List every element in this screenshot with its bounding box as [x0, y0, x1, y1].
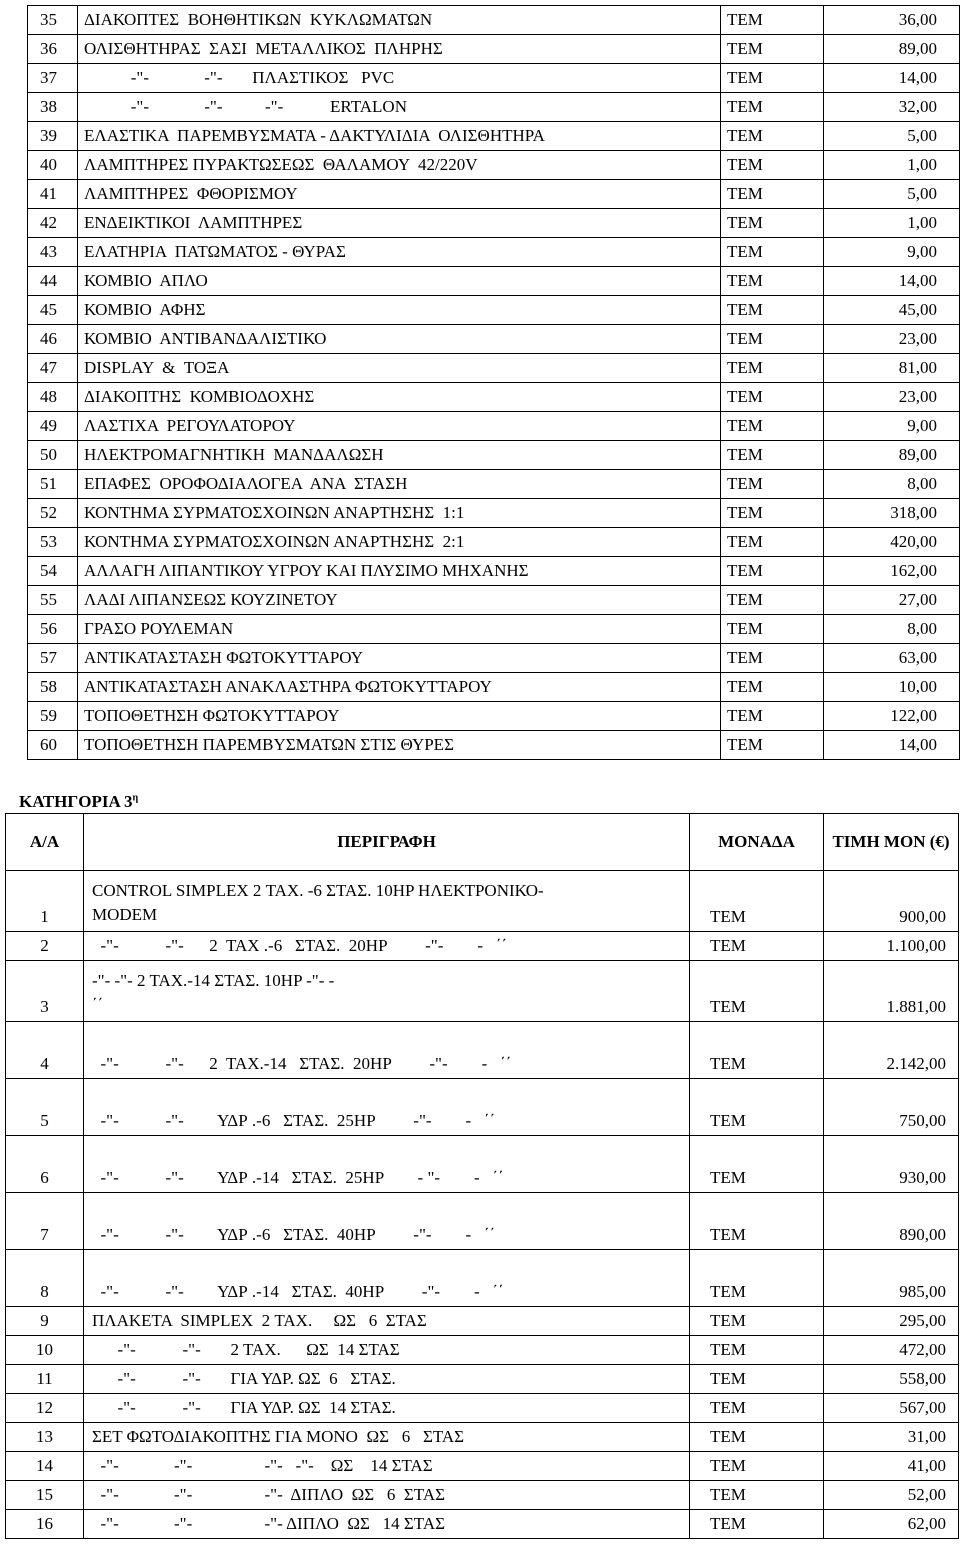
row-unit: ΤΕΜ [721, 557, 824, 586]
row-number: 53 [28, 528, 78, 557]
row-price: 32,00 [824, 93, 960, 122]
row-number: 40 [28, 151, 78, 180]
row-unit: ΤΕΜ [721, 470, 824, 499]
row-unit: ΤΕΜ [721, 412, 824, 441]
row-description: ΕΠΑΦΕΣ ΟΡΟΦΟΔΙΑΛΟΓΕΑ ΑΝΑ ΣΤΑΣΗ [78, 470, 721, 499]
row-price: 558,00 [824, 1365, 959, 1394]
row-price: 1.100,00 [824, 932, 959, 961]
row-number: 39 [28, 122, 78, 151]
header-price [824, 814, 959, 871]
row-description: ΛΑΣΤΙΧΑ ΡΕΓΟΥΛΑΤΟΡΟΥ [78, 412, 721, 441]
row-unit: ΤΕΜ [721, 267, 824, 296]
row-description: ΕΛΑΣΤΙΚΑ ΠΑΡΕΜΒΥΣΜΑΤΑ - ΔΑΚΤΥΛΙΔΙΑ ΟΛΙΣΘΗΤΗΡΑ [78, 122, 721, 151]
table-row [6, 1022, 959, 1079]
table-row [6, 1481, 959, 1510]
price-table-part1-body [28, 6, 960, 760]
row-unit: ΤΕΜ [690, 1481, 824, 1510]
row-price: 23,00 [824, 383, 960, 412]
row-unit: ΤΕΜ [721, 586, 824, 615]
table-row [28, 354, 960, 383]
row-price: 27,00 [824, 586, 960, 615]
row-unit: ΤΕΜ [690, 871, 824, 932]
row-description: ΛΑΜΠΤΗΡΕΣ ΦΘΟΡΙΣΜΟΥ [78, 180, 721, 209]
row-description: ΕΛΑΤΗΡΙΑ ΠΑΤΩΜΑΤΟΣ - ΘΥΡΑΣ [78, 238, 721, 267]
row-unit: ΤΕΜ [690, 1022, 824, 1079]
row-description: -"- -"- ΥΔΡ .-14 ΣΤΑΣ. 40HP -"- - ΄΄ [84, 1250, 690, 1307]
table-row [28, 528, 960, 557]
table-row [28, 151, 960, 180]
row-unit: ΤΕΜ [721, 296, 824, 325]
table-row [28, 64, 960, 93]
row-unit: ΤΕΜ [721, 383, 824, 412]
row-unit: ΤΕΜ [690, 1079, 824, 1136]
table-row [28, 499, 960, 528]
table-row [6, 871, 959, 932]
row-description: ΗΛΕΚΤΡΟΜΑΓΝΗΤΙΚΗ ΜΑΝΔΑΛΩΣΗ [78, 441, 721, 470]
table-row [28, 470, 960, 499]
category-sup: η [132, 792, 139, 804]
row-unit: ΤΕΜ [721, 499, 824, 528]
row-description: ΟΛΙΣΘΗΤΗΡΑΣ ΣΑΣΙ ΜΕΤΑΛΛΙΚΟΣ ΠΛΗΡΗΣ [78, 35, 721, 64]
row-price: 1,00 [824, 151, 960, 180]
row-unit: ΤΕΜ [690, 1193, 824, 1250]
row-price: 318,00 [824, 499, 960, 528]
row-unit: ΤΕΜ [721, 93, 824, 122]
row-unit: ΤΕΜ [721, 325, 824, 354]
row-description: ΤΟΠΟΘΕΤΗΣΗ ΦΩΤΟΚΥΤΤΑΡΟΥ [78, 702, 721, 731]
row-number: 47 [28, 354, 78, 383]
row-number: 12 [6, 1394, 84, 1423]
row-description: -"- -"- ΥΔΡ .-6 ΣΤΑΣ. 40HP -"- - ΄΄ [84, 1193, 690, 1250]
row-description: -"- -"- ΓΙΑ ΥΔΡ. ΩΣ 14 ΣΤΑΣ. [84, 1394, 690, 1423]
table-row [6, 1079, 959, 1136]
row-price: 14,00 [824, 731, 960, 760]
row-unit: ΤΕΜ [721, 6, 824, 35]
row-price: 45,00 [824, 296, 960, 325]
row-price: 5,00 [824, 122, 960, 151]
row-price: 8,00 [824, 470, 960, 499]
row-number: 6 [6, 1136, 84, 1193]
row-number: 44 [28, 267, 78, 296]
row-description: ΔΙΑΚΟΠΤΗΣ ΚΟΜΒΙΟΔΟΧΗΣ [78, 383, 721, 412]
row-unit: ΤΕΜ [690, 1250, 824, 1307]
row-number: 51 [28, 470, 78, 499]
price-table-part1 [27, 5, 960, 760]
table-row [28, 325, 960, 354]
row-price: 31,00 [824, 1423, 959, 1452]
table-row [28, 180, 960, 209]
row-price: 5,00 [824, 180, 960, 209]
table-row [28, 238, 960, 267]
table-row [28, 267, 960, 296]
row-price: 2.142,00 [824, 1022, 959, 1079]
row-unit: ΤΕΜ [721, 64, 824, 93]
table-row [28, 6, 960, 35]
table-row [6, 1394, 959, 1423]
row-number: 13 [6, 1423, 84, 1452]
row-description: -"- -"- -"- ERTALON [78, 93, 721, 122]
row-unit: ΤΕΜ [690, 932, 824, 961]
row-description: -"- -"- ΓΙΑ ΥΔΡ. ΩΣ 6 ΣΤΑΣ. [84, 1365, 690, 1394]
row-number: 54 [28, 557, 78, 586]
row-price: 14,00 [824, 64, 960, 93]
row-price: 295,00 [824, 1307, 959, 1336]
row-unit: ΤΕΜ [721, 702, 824, 731]
row-number: 43 [28, 238, 78, 267]
row-unit: ΤΕΜ [721, 209, 824, 238]
row-description: -"- -"- 2 ΤΑΧ.-14 ΣΤΑΣ. 20HP -"- - ΄΄ [84, 1022, 690, 1079]
table-row [28, 586, 960, 615]
table-row [6, 1193, 959, 1250]
row-description: -"- -"- ΥΔΡ .-14 ΣΤΑΣ. 25HP - "- - ΄΄ [84, 1136, 690, 1193]
table-row [28, 412, 960, 441]
row-number: 48 [28, 383, 78, 412]
row-price: 41,00 [824, 1452, 959, 1481]
row-unit: ΤΕΜ [721, 354, 824, 383]
header-price-label: ΤΙΜΗ ΜΟΝ (€) [832, 832, 950, 851]
row-price: 930,00 [824, 1136, 959, 1193]
row-unit: ΤΕΜ [690, 1394, 824, 1423]
table-row [6, 1336, 959, 1365]
table-row [28, 673, 960, 702]
row-number: 11 [6, 1365, 84, 1394]
row-number: 42 [28, 209, 78, 238]
row-description: ΓΡΑΣΟ ΡΟΥΛΕΜΑΝ [78, 615, 721, 644]
row-description: ΕΝΔΕΙΚΤΙΚΟΙ ΛΑΜΠΤΗΡΕΣ [78, 209, 721, 238]
row-description: ΚΟΝΤΗΜΑ ΣΥΡΜΑΤΟΣΧΟΙΝΩΝ ΑΝΑΡΤΗΣΗΣ 1:1 [78, 499, 721, 528]
row-price: 9,00 [824, 238, 960, 267]
row-description: ΣΕΤ ΦΩΤΟΔΙΑΚΟΠΤΗΣ ΓΙΑ ΜΟΝΟ ΩΣ 6 ΣΤΑΣ [84, 1423, 690, 1452]
row-unit: ΤΕΜ [690, 1510, 824, 1539]
row-number: 9 [6, 1307, 84, 1336]
row-number: 52 [28, 499, 78, 528]
table-row [6, 961, 959, 1022]
row-description: ΚΟΜΒΙΟ ΑΠΛΟ [78, 267, 721, 296]
row-price: 89,00 [824, 441, 960, 470]
table-row [28, 702, 960, 731]
row-description: ΚΟΝΤΗΜΑ ΣΥΡΜΑΤΟΣΧΟΙΝΩΝ ΑΝΑΡΤΗΣΗΣ 2:1 [78, 528, 721, 557]
row-price: 890,00 [824, 1193, 959, 1250]
row-number: 58 [28, 673, 78, 702]
row-description: ΚΟΜΒΙΟ ΑΝΤΙΒΑΝΔΑΛΙΣΤΙΚΟ [78, 325, 721, 354]
row-description: -"- -"- -"- ΔΙΠΛΟ ΩΣ 14 ΣΤΑΣ [84, 1510, 690, 1539]
row-description: ΔΙΑΚΟΠΤΕΣ ΒΟΗΘΗΤΙΚΩΝ ΚΥΚΛΩΜΑΤΩΝ [78, 6, 721, 35]
row-price: 62,00 [824, 1510, 959, 1539]
header-description: ΠΕΡΙΓΡΑΦΗ [84, 814, 690, 871]
row-description: ΤΟΠΟΘΕΤΗΣΗ ΠΑΡΕΜΒΥΣΜΑΤΩΝ ΣΤΙΣ ΘΥΡΕΣ [78, 731, 721, 760]
price-table-category-3 [5, 813, 959, 1539]
row-price: 162,00 [824, 557, 960, 586]
row-description: -"- -"- ΥΔΡ .-6 ΣΤΑΣ. 25HP -"- - ΄΄ [84, 1079, 690, 1136]
row-unit: ΤΕΜ [721, 441, 824, 470]
row-price: 472,00 [824, 1336, 959, 1365]
row-number: 8 [6, 1250, 84, 1307]
row-price: 985,00 [824, 1250, 959, 1307]
row-description: ΑΝΤΙΚΑΤΑΣΤΑΣΗ ΑΝΑΚΛΑΣΤΗΡΑ ΦΩΤΟΚΥΤΤΑΡΟΥ [78, 673, 721, 702]
row-number: 37 [28, 64, 78, 93]
row-unit: ΤΕΜ [690, 1452, 824, 1481]
row-unit: ΤΕΜ [690, 1307, 824, 1336]
row-unit: ΤΕΜ [721, 615, 824, 644]
row-unit: ΤΕΜ [721, 644, 824, 673]
row-unit: ΤΕΜ [690, 1336, 824, 1365]
row-number: 45 [28, 296, 78, 325]
row-unit: ΤΕΜ [721, 528, 824, 557]
row-price: 36,00 [824, 6, 960, 35]
row-price: 122,00 [824, 702, 960, 731]
table-header-row [6, 814, 959, 871]
row-number: 55 [28, 586, 78, 615]
row-description: -"- -"- -"- ΔΙΠΛΟ ΩΣ 6 ΣΤΑΣ [84, 1481, 690, 1510]
table-row [28, 441, 960, 470]
row-price: 89,00 [824, 35, 960, 64]
row-unit: ΤΕΜ [690, 961, 824, 1022]
row-price: 1.881,00 [824, 961, 959, 1022]
row-description: CONTROL SIMPLEX 2 ΤΑΧ. -6 ΣΤΑΣ. 10HP ΗΛΕΚΤΡΟΝΙΚΟ- MODEM [84, 871, 690, 932]
table-row [28, 35, 960, 64]
row-price: 1,00 [824, 209, 960, 238]
table-row [28, 296, 960, 325]
row-number: 46 [28, 325, 78, 354]
row-unit: ΤΕΜ [690, 1423, 824, 1452]
row-number: 4 [6, 1022, 84, 1079]
row-description: -"- -"- 2 ΤΑΧ .-6 ΣΤΑΣ. 20HP -"- - ΄΄ [84, 932, 690, 961]
row-description: ΑΝΤΙΚΑΤΑΣΤΑΣΗ ΦΩΤΟΚΥΤΤΑΡΟΥ [78, 644, 721, 673]
category-title: ΚΑΤΗΓΟΡΙΑ 3 [19, 792, 133, 811]
row-number: 38 [28, 93, 78, 122]
row-unit: ΤΕΜ [721, 673, 824, 702]
row-number: 5 [6, 1079, 84, 1136]
table-row [6, 1423, 959, 1452]
row-description: -"- -"- ΠΛΑΣΤΙΚΟΣ PVC [78, 64, 721, 93]
row-price: 14,00 [824, 267, 960, 296]
row-price: 23,00 [824, 325, 960, 354]
row-description: -"- -"- 2 ΤΑΧ. ΩΣ 14 ΣΤΑΣ [84, 1336, 690, 1365]
table-row [28, 644, 960, 673]
row-price: 750,00 [824, 1079, 959, 1136]
row-price: 9,00 [824, 412, 960, 441]
row-number: 36 [28, 35, 78, 64]
row-unit: ΤΕΜ [721, 238, 824, 267]
row-number: 15 [6, 1481, 84, 1510]
table-row [28, 557, 960, 586]
row-number: 59 [28, 702, 78, 731]
row-number: 1 [6, 871, 84, 932]
row-price: 420,00 [824, 528, 960, 557]
row-price: 8,00 [824, 615, 960, 644]
table-row [28, 731, 960, 760]
row-description: ΑΛΛΑΓΗ ΛΙΠΑΝΤΙΚΟΥ ΥΓΡΟΥ ΚΑΙ ΠΛΥΣΙΜΟ ΜΗΧΑΝΗΣ [78, 557, 721, 586]
table-row [6, 1365, 959, 1394]
row-description: -"- -"- 2 ΤΑΧ.-14 ΣΤΑΣ. 10HP -"- - ΄΄ [84, 961, 690, 1022]
row-number: 57 [28, 644, 78, 673]
row-number: 56 [28, 615, 78, 644]
row-unit: ΤΕΜ [721, 731, 824, 760]
table-row [6, 1510, 959, 1539]
header-num: Α/Α [6, 814, 84, 871]
table-row [28, 93, 960, 122]
row-price: 10,00 [824, 673, 960, 702]
row-description: DISPLAY & ΤΟΞΑ [78, 354, 721, 383]
row-description: -"- -"- -"- -"- ΩΣ 14 ΣΤΑΣ [84, 1452, 690, 1481]
row-price: 52,00 [824, 1481, 959, 1510]
table-row [28, 383, 960, 412]
table-row [28, 615, 960, 644]
table-row [6, 932, 959, 961]
row-number: 14 [6, 1452, 84, 1481]
table-row [6, 1250, 959, 1307]
row-number: 50 [28, 441, 78, 470]
row-price: 63,00 [824, 644, 960, 673]
row-price: 900,00 [824, 871, 959, 932]
row-description: ΠΛΑΚΕΤΑ SIMPLEX 2 ΤΑΧ. ΩΣ 6 ΣΤΑΣ [84, 1307, 690, 1336]
row-number: 35 [28, 6, 78, 35]
row-unit: ΤΕΜ [690, 1136, 824, 1193]
row-unit: ΤΕΜ [721, 122, 824, 151]
table-row [6, 1452, 959, 1481]
row-number: 41 [28, 180, 78, 209]
category-heading [19, 792, 138, 812]
row-price: 81,00 [824, 354, 960, 383]
row-description: ΚΟΜΒΙΟ ΑΦΗΣ [78, 296, 721, 325]
row-unit: ΤΕΜ [721, 180, 824, 209]
row-price: 567,00 [824, 1394, 959, 1423]
row-number: 7 [6, 1193, 84, 1250]
price-table-category-3-body [6, 871, 959, 1539]
header-unit: ΜΟΝΑΔΑ [690, 814, 824, 871]
table-row [28, 209, 960, 238]
row-number: 10 [6, 1336, 84, 1365]
row-number: 2 [6, 932, 84, 961]
table-row [6, 1136, 959, 1193]
row-description: ΛΑΔΙ ΛΙΠΑΝΣΕΩΣ ΚΟΥΖΙΝΕΤΟΥ [78, 586, 721, 615]
table-row [6, 1307, 959, 1336]
row-number: 3 [6, 961, 84, 1022]
row-number: 49 [28, 412, 78, 441]
row-unit: ΤΕΜ [721, 35, 824, 64]
row-number: 60 [28, 731, 78, 760]
table-row [28, 122, 960, 151]
row-unit: ΤΕΜ [690, 1365, 824, 1394]
row-description: ΛΑΜΠΤΗΡΕΣ ΠΥΡΑΚΤΩΣΕΩΣ ΘΑΛΑΜΟΥ 42/220V [78, 151, 721, 180]
row-unit: ΤΕΜ [721, 151, 824, 180]
row-number: 16 [6, 1510, 84, 1539]
